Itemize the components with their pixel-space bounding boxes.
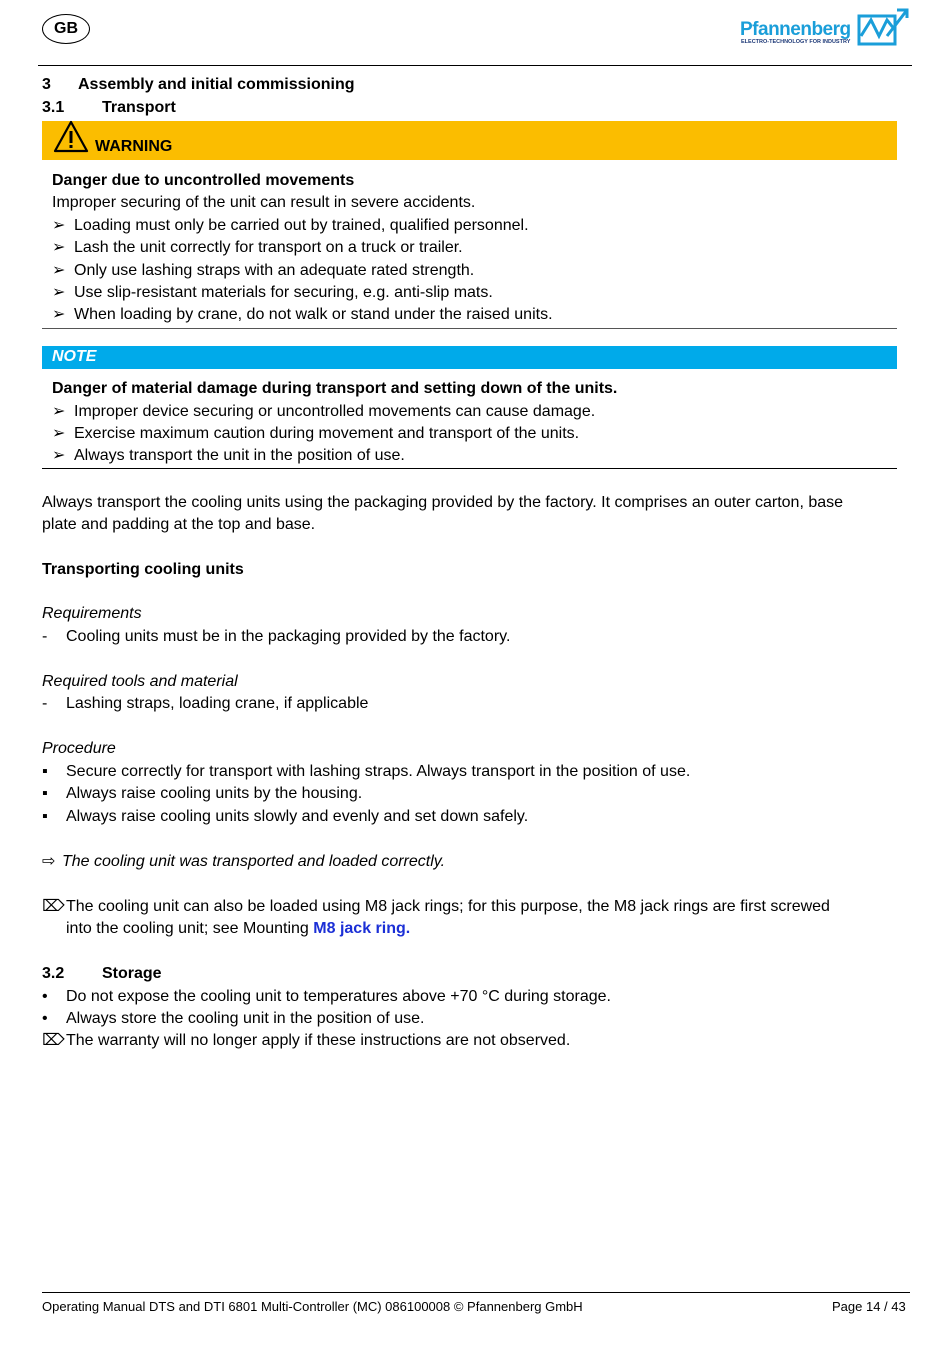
footer-divider	[42, 1292, 910, 1293]
warning-heading: Danger due to uncontrolled movements	[52, 172, 355, 189]
note-divider	[42, 468, 897, 469]
warning-item: ➢ Use slip-resistant materials for securing, e.g. anti-slip mats.	[52, 282, 493, 304]
arrow-bullet-icon: ➢	[52, 217, 66, 234]
footer-page-number: Page 14 / 43	[832, 1299, 906, 1314]
subheading: Transporting cooling units	[42, 561, 244, 578]
warning-divider	[42, 328, 897, 329]
info-hand-icon: ⌦	[42, 898, 65, 915]
info-line: ⌦The cooling unit can also be loaded using M8 jack rings; for this purpose, the M8 jack rings are first screwed	[42, 896, 830, 918]
header-divider	[38, 65, 912, 66]
arrow-bullet-icon: ➢	[52, 306, 66, 323]
dot-bullet-icon: •	[42, 1010, 48, 1027]
section-3-2-heading	[42, 963, 162, 985]
note-label: NOTE	[52, 348, 97, 365]
procedure-item: ▪ Always raise cooling units by the housing.	[42, 783, 362, 805]
warning-item: ➢ Only use lashing straps with an adequate rated strength.	[52, 260, 474, 282]
tools-label: Required tools and material	[42, 673, 238, 690]
arrow-bullet-icon: ➢	[52, 262, 66, 279]
section-title: Transport	[102, 99, 176, 116]
square-bullet-icon: ▪	[42, 763, 48, 780]
section-number: 3.2	[42, 965, 65, 982]
info-line-continued: into the cooling unit; see Mounting M8 jack ring.	[66, 920, 411, 937]
dash-bullet: -	[42, 628, 48, 645]
info-hand-icon: ⌦	[42, 1032, 65, 1049]
body-paragraph-line: Always transport the cooling units using the packaging provided by the factory. It comprises an outer carton, base	[42, 494, 844, 511]
note-heading: Danger of material damage during transport and setting down of the units.	[52, 380, 618, 397]
warning-item: ➢ Loading must only be carried out by trained, qualified personnel.	[52, 215, 529, 237]
requirements-label: Requirements	[42, 605, 142, 622]
warning-triangle-icon	[53, 120, 89, 154]
section-number: 3	[42, 76, 51, 93]
section-number: 3.1	[42, 99, 65, 116]
section-title: Assembly and initial commissioning	[78, 76, 355, 93]
m8-jack-ring-link[interactable]: M8 jack ring.	[313, 920, 411, 937]
warning-intro: Improper securing of the unit can result in severe accidents.	[52, 194, 476, 211]
square-bullet-icon: ▪	[42, 785, 48, 802]
language-badge: GB	[42, 14, 90, 44]
dash-bullet: -	[42, 695, 48, 712]
procedure-item: ▪ Secure correctly for transport with lashing straps. Always transport in the position of use.	[42, 761, 690, 783]
square-bullet-icon: ▪	[42, 808, 48, 825]
pfannenberg-logo	[740, 6, 912, 50]
storage-item: • Do not expose the cooling unit to temperatures above +70 °C during storage.	[42, 986, 611, 1008]
storage-item: • Always store the cooling unit in the position of use.	[42, 1008, 424, 1030]
section-title: Storage	[102, 965, 162, 982]
section-3-heading	[42, 74, 355, 96]
procedure-label: Procedure	[42, 740, 116, 757]
tools-item: - Lashing straps, loading crane, if applicable	[42, 693, 368, 715]
dot-bullet-icon: •	[42, 988, 48, 1005]
procedure-item: ▪ Always raise cooling units slowly and evenly and set down safely.	[42, 806, 528, 828]
logo-tagline: ELECTRO-TECHNOLOGY FOR INDUSTRY	[741, 39, 851, 45]
arrow-bullet-icon: ➢	[52, 403, 66, 420]
arrow-bullet-icon: ➢	[52, 284, 66, 301]
arrow-bullet-icon: ➢	[52, 425, 66, 442]
section-3-1-heading	[42, 97, 176, 119]
storage-info: ⌦The warranty will no longer apply if these instructions are not observed.	[42, 1030, 570, 1052]
warning-label: WARNING	[95, 138, 173, 155]
warning-item: ➢ When loading by crane, do not walk or stand under the raised units.	[52, 304, 553, 326]
note-banner	[42, 346, 897, 369]
body-paragraph-line: plate and padding at the top and base.	[42, 516, 316, 533]
note-item: ➢ Always transport the unit in the position of use.	[52, 445, 405, 467]
result-line: ⇨ The cooling unit was transported and loaded correctly.	[42, 851, 445, 873]
arrow-bullet-icon: ➢	[52, 447, 66, 464]
logo-name: Pfannenberg	[740, 19, 851, 40]
footer-document-info: Operating Manual DTS and DTI 6801 Multi-Controller (MC) 086100008 © Pfannenberg GmbH	[42, 1299, 583, 1314]
arrow-bullet-icon: ➢	[52, 239, 66, 256]
logo-mark-icon	[857, 6, 911, 48]
requirements-item: - Cooling units must be in the packaging provided by the factory.	[42, 626, 510, 648]
result-arrow-icon: ⇨	[42, 853, 56, 870]
note-item: ➢ Exercise maximum caution during movement and transport of the units.	[52, 423, 579, 445]
note-item: ➢ Improper device securing or uncontrolled movements can cause damage.	[52, 401, 595, 423]
warning-item: ➢ Lash the unit correctly for transport on a truck or trailer.	[52, 237, 463, 259]
